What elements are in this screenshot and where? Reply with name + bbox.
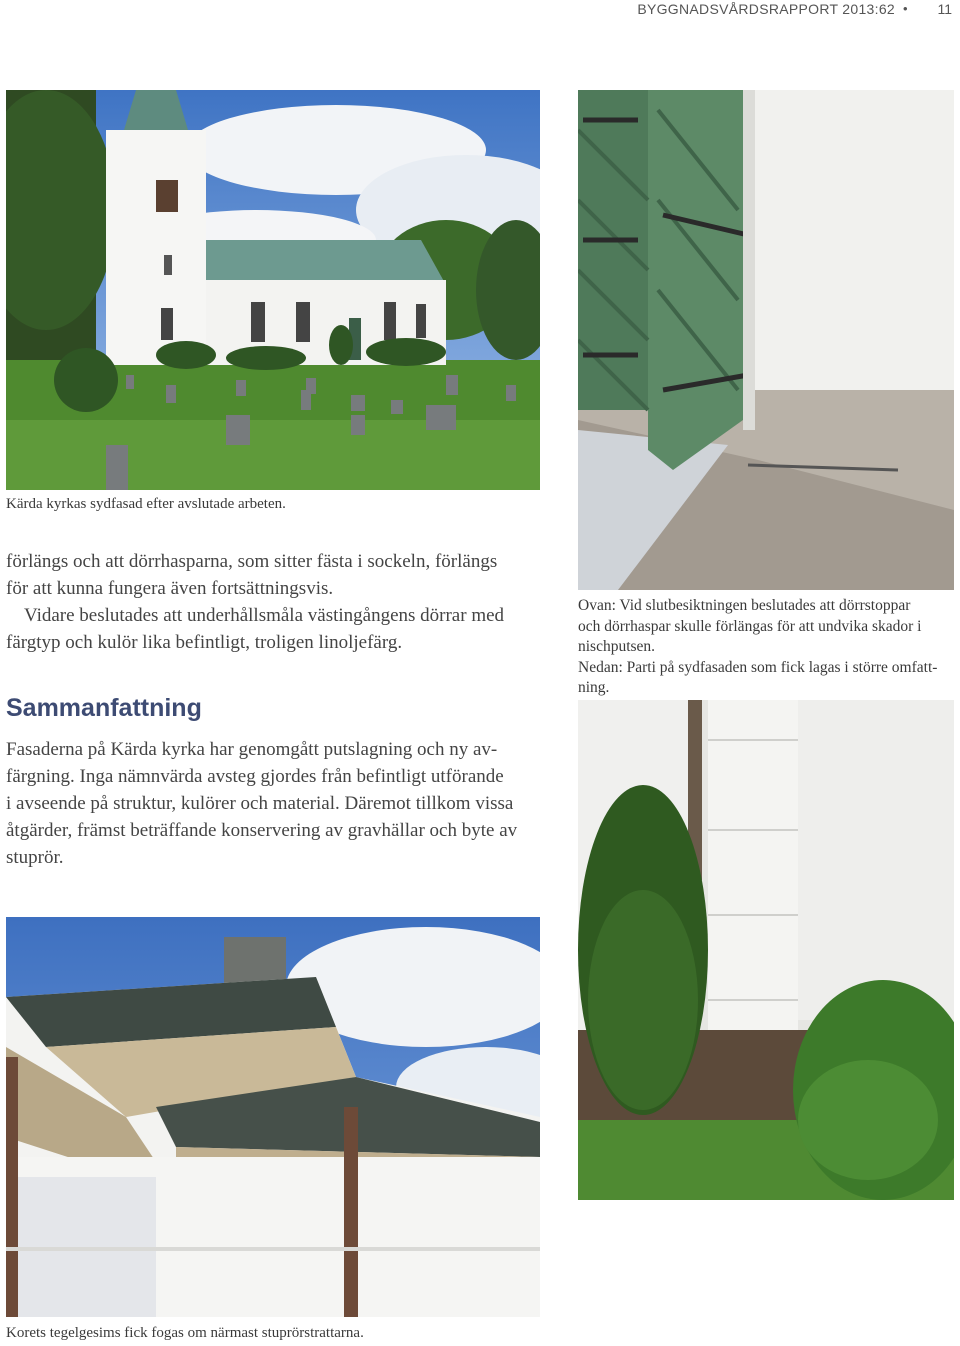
body-line: förlängs och att dörrhasparna, som sitter fästa i sockeln, förlängs — [6, 551, 498, 572]
body-line: färgtyp och kulör lika befintligt, troligen linoljefärg. — [6, 632, 403, 653]
running-title: BYGGNADSVÅRDSRAPPORT 2013:62 — [637, 1, 895, 17]
header-bullet: • — [903, 1, 908, 16]
church-photo-caption: Kärda kyrkas sydfasad efter avslutade arbeten. — [6, 496, 286, 512]
summary-paragraph — [6, 736, 540, 871]
body-line: stuprör. — [6, 847, 64, 868]
choir-photo — [6, 917, 540, 1317]
door-and-facade-caption — [578, 596, 954, 699]
church-photo — [6, 90, 540, 490]
choir-photo-caption: Korets tegelgesims fick fogas om närmast stuprörstrattarna. — [6, 1325, 364, 1341]
body-line: i avseende på struktur, kulörer och material. Däremot tillkom vissa — [6, 793, 514, 814]
caption-line: ning. — [578, 679, 610, 696]
facade-photo — [578, 700, 954, 1200]
caption-line: Nedan: Parti på sydfasaden som fick lagas i större omfatt- — [578, 658, 938, 676]
page-number: 11 — [937, 1, 952, 17]
body-line: för att kunna fungera även fortsättningsvis. — [6, 578, 334, 599]
body-line: Vidare beslutades att underhållsmåla västingångens dörrar med — [24, 605, 505, 626]
body-line: åtgärder, främst beträffande konservering av gravhällar och byte av — [6, 820, 518, 841]
caption-line: Ovan: Vid slutbesiktningen beslutades att dörrstoppar — [578, 597, 911, 614]
door-photo — [578, 90, 954, 590]
body-line: färgning. Inga nämnvärda avsteg gjordes från befintligt utförande — [6, 766, 504, 787]
body-line: Fasaderna på Kärda kyrka har genomgått putslagning och ny av- — [6, 739, 498, 760]
section-heading: Sammanfattning — [6, 694, 202, 722]
body-paragraph-continued — [6, 548, 540, 656]
caption-line: nischputsen. — [578, 638, 656, 655]
caption-line: och dörrhaspar skulle förlängas för att undvika skador i — [578, 617, 922, 635]
